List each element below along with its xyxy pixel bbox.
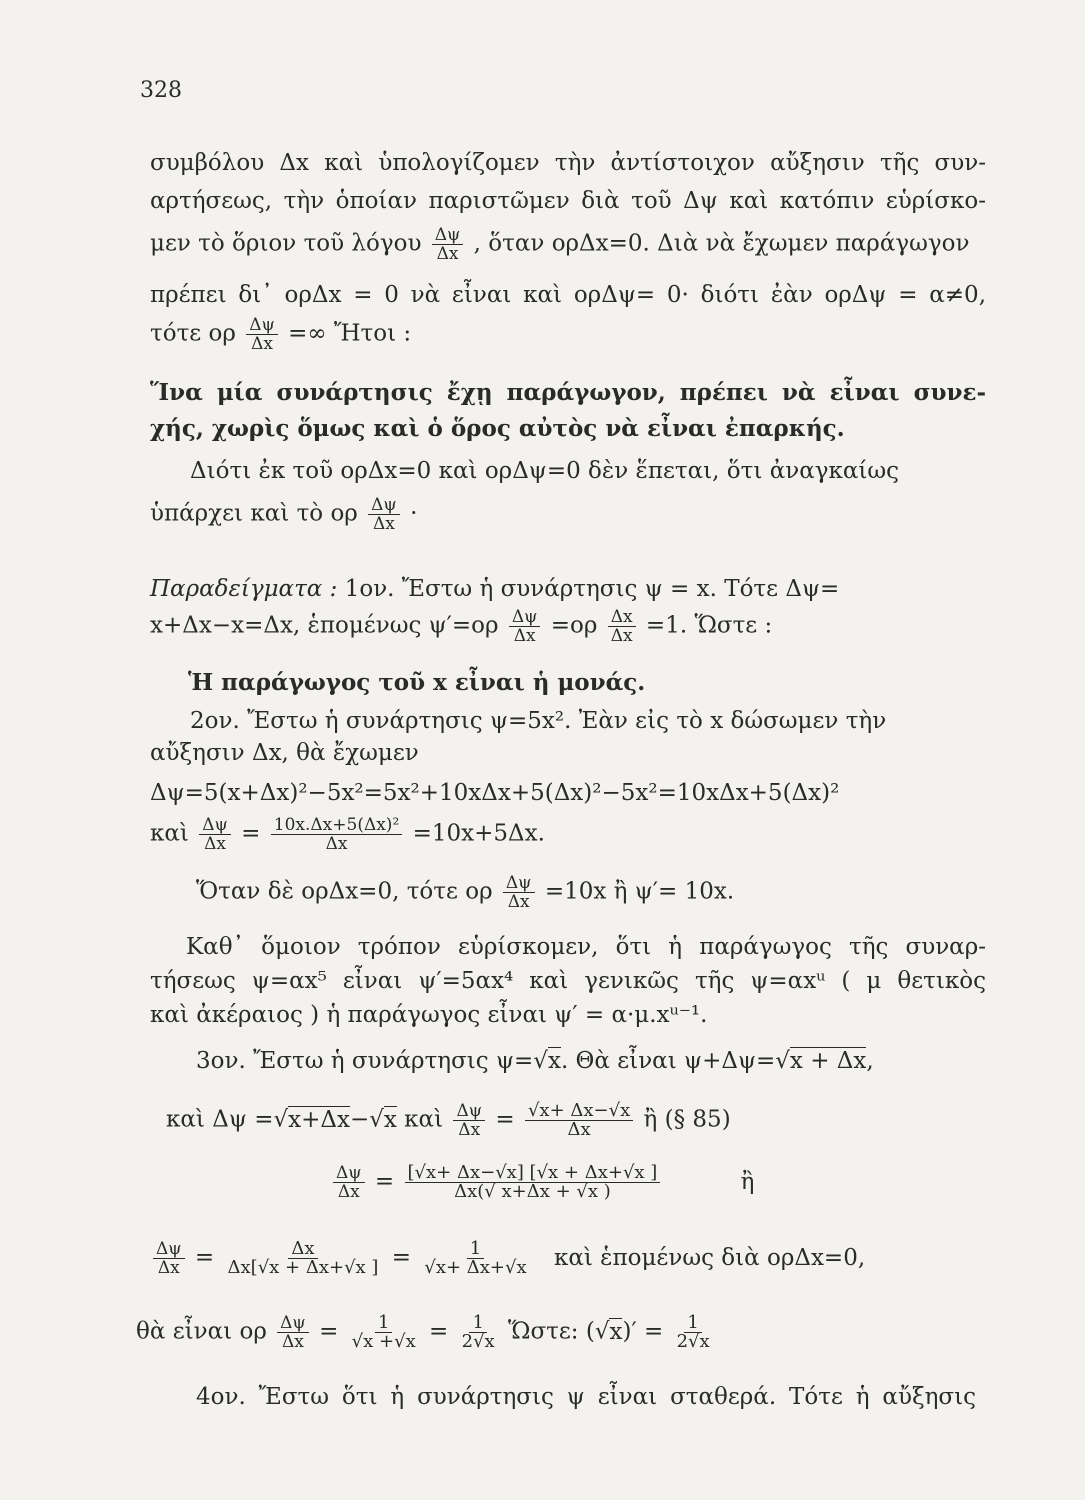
text-line-16: τήσεως ψ=αx⁵ εἶναι ψ′=5αx⁴ καὶ γενικῶς τῆς ψ=αxᵘ ( μ θετικὸς — [150, 968, 986, 994]
fraction-one-over-2rootx — [459, 1314, 498, 1351]
fraction-one-over-2rootx — [674, 1314, 713, 1351]
equation-line-21 — [150, 1240, 865, 1277]
denominator: Δx — [507, 892, 530, 912]
text-span: = — [429, 1318, 449, 1345]
denominator: Δx — [157, 1258, 180, 1278]
text-span: −√ — [349, 1106, 384, 1133]
fraction-root-quotient — [525, 1102, 633, 1139]
numerator: Δx — [288, 1240, 317, 1259]
text-line-7 — [150, 496, 417, 533]
text-line-1: συμβόλου Δx καὶ ὑπολογίζομεν τὴν ἀντίστοιχον αὔξησιν τῆς συν- — [150, 150, 986, 176]
fraction-rationalized — [405, 1164, 661, 1201]
numerator: Δψ — [368, 496, 400, 515]
numerator: Δψ — [333, 1164, 365, 1183]
radicand: x + Δx — [789, 1048, 867, 1074]
text-line-6: Διότι ἐκ τοῦ ορΔx=0 καὶ ορΔψ=0 δὲν ἕπεται, ὅτι ἀναγκαίως — [190, 458, 900, 484]
radicand: x — [383, 1106, 397, 1133]
fraction-dpsi-dx — [199, 816, 231, 853]
text-span: καὶ — [396, 1106, 444, 1133]
text-line-10: 2ον. Ἔστω ἡ συνάρτησις ψ=5x². Ἐὰν εἰς τὸ x δώσωμεν τὴν — [190, 708, 887, 734]
text-span: =ορ — [550, 612, 598, 639]
numerator: Δx — [608, 608, 636, 627]
text-span: 1ον. Ἔστω ἡ συνάρτησις ψ = x. Τότε Δψ= — [337, 576, 840, 602]
denominator: 2√x — [461, 1331, 495, 1352]
fraction-dpsi-dx — [368, 496, 400, 533]
denominator: Δx — [513, 626, 536, 646]
denominator: Δx — [567, 1119, 591, 1140]
text-line-2: αρτήσεως, τὴν ὁποίαν παριστῶμεν διὰ τοῦ Δψ καὶ κατόπιν εὑρίσκο- — [150, 188, 986, 214]
text-line-3 — [150, 226, 969, 263]
text-span: )′ = — [622, 1318, 664, 1345]
text-span: Ὅταν δὲ ορΔx=0, τότε ορ — [196, 878, 493, 905]
text-span: =1. Ὥστε : — [645, 612, 773, 639]
numerator: Δψ — [453, 1102, 485, 1121]
text-span: x+Δx−x=Δx, ἑπομένως ψ′=ορ — [150, 612, 499, 639]
numerator: Δψ — [503, 874, 535, 893]
text-span: = — [374, 1168, 395, 1195]
text-span: , ὅταν ορΔx=0. Διὰ νὰ ἔχωμεν παράγωγον — [473, 230, 970, 257]
denominator: Δx — [610, 626, 633, 646]
text-span: · — [410, 500, 418, 527]
theorem-line-1: Ἵνα μία συνάρτησις ἔχῃ παράγωγον, πρέπει νὰ εἶναι συνε- — [150, 379, 986, 406]
fraction-dpsi-dx — [246, 316, 278, 353]
numerator: 10x.Δx+5(Δx)² — [271, 816, 403, 835]
numerator: √x+ Δx−√x — [525, 1102, 633, 1121]
denominator: 2√x — [676, 1331, 710, 1352]
fraction-dpsi-dx — [453, 1102, 485, 1139]
text-span: , — [866, 1048, 874, 1074]
text-span: μεν τὸ ὅριον τοῦ λόγου — [150, 230, 422, 257]
text-line-14 — [196, 874, 734, 911]
text-line-15: Καθ᾽ ὅμοιον τρόπον εὑρίσκομεν, ὅτι ἡ παράγωγος τῆς συναρ- — [186, 934, 986, 960]
text-span: ἢ (§ 85) — [643, 1106, 731, 1133]
text-span: = — [241, 820, 261, 847]
fraction-dpsi-dx — [153, 1240, 185, 1277]
fraction-dx-over-sum — [225, 1240, 382, 1277]
text-span: Ὥστε: (√ — [508, 1318, 610, 1345]
text-span: τότε ορ — [150, 320, 236, 347]
text-line-5 — [150, 316, 411, 353]
denominator: Δx — [337, 1182, 360, 1202]
denominator: Δx — [373, 514, 395, 534]
fraction-dpsi-dx — [333, 1164, 365, 1201]
denominator: Δx — [204, 834, 226, 854]
numerator: 1 — [375, 1314, 392, 1333]
fraction-poly — [271, 816, 403, 853]
text-line-8 — [150, 574, 839, 604]
theorem-line-3: Ἡ παράγωγος τοῦ x εἶναι ἡ μονάς. — [188, 669, 646, 696]
denominator: Δx — [282, 1332, 304, 1352]
text-span: = — [495, 1106, 515, 1133]
numerator: Δψ — [153, 1240, 185, 1259]
radicand: x — [547, 1048, 561, 1074]
text-line-17: καὶ ἀκέραιος ) ἡ παράγωγος εἶναι ψ′ = α·μ.xᵘ⁻¹. — [150, 1002, 708, 1028]
radicand: x+Δx — [288, 1106, 350, 1133]
denominator: Δx — [251, 334, 273, 354]
text-span: = — [319, 1318, 339, 1345]
equation-line-12: Δψ=5(x+Δx)²−5x²=5x²+10xΔx+5(Δx)²−5x²=10xΔx+5(Δx)² — [150, 780, 840, 806]
denominator: Δx[√x + Δx+√x ] — [227, 1257, 379, 1278]
text-span: καὶ ἑπομένως διὰ ορΔx=0, — [553, 1244, 866, 1271]
text-span: θὰ εἶναι ορ — [136, 1318, 267, 1345]
denominator: Δx — [436, 244, 459, 264]
numerator: Δψ — [277, 1314, 309, 1333]
fraction-dpsi-dx — [277, 1314, 309, 1351]
numerator: Δψ — [199, 816, 231, 835]
denominator: √x +√x — [351, 1331, 416, 1352]
denominator: Δx(√ x+Δx + √x ) — [454, 1181, 611, 1202]
numerator: Δψ — [246, 316, 278, 335]
fraction-dpsi-dx — [509, 608, 541, 645]
text-span: ἢ — [740, 1168, 755, 1195]
equation-line-19 — [166, 1102, 731, 1139]
fraction-one-over-sum — [421, 1240, 529, 1277]
numerator: 1 — [469, 1314, 486, 1333]
text-span: =∞ Ἤτοι : — [288, 320, 412, 347]
text-span: = — [194, 1244, 215, 1271]
text-span: =10x ἢ ψ′= 10x. — [544, 878, 735, 905]
equation-line-22 — [136, 1314, 716, 1351]
numerator: Δψ — [432, 226, 464, 245]
fraction-dpsi-dx — [432, 226, 464, 263]
equation-line-20 — [330, 1164, 754, 1201]
fraction-dx-dx — [608, 608, 636, 645]
text-span: =10x+5Δx. — [412, 820, 545, 847]
numerator: [√x+ Δx−√x] [√x + Δx+√x ] — [405, 1164, 661, 1183]
page-number: 328 — [140, 78, 182, 103]
text-span: = — [391, 1244, 412, 1271]
denominator: √x+ Δx+√x — [424, 1257, 527, 1278]
text-span: 3ον. Ἔστω ἡ συνάρτησις ψ=√ — [196, 1048, 548, 1074]
text-span: ὑπάρχει καὶ τὸ ορ — [150, 500, 358, 527]
examples-heading: Παραδείγματα : — [150, 576, 338, 602]
numerator: 1 — [467, 1240, 484, 1259]
fraction-dpsi-dx — [503, 874, 535, 911]
text-line-23: 4ον. Ἔστω ὅτι ἡ συνάρτησις ψ εἶναι σταθερά. Τότε ἡ αὔξησις — [196, 1384, 976, 1410]
fraction-one-over-two-roots — [349, 1314, 419, 1351]
equation-line-13 — [150, 816, 545, 853]
denominator: Δx — [458, 1120, 481, 1140]
text-line-9 — [150, 608, 772, 645]
text-line-18 — [196, 1046, 874, 1076]
radicand: x — [609, 1318, 623, 1345]
denominator: Δx — [325, 834, 348, 854]
text-line-11: αὔξησιν Δx, θὰ ἔχωμεν — [150, 740, 419, 766]
text-span: . Θὰ εἶναι ψ+Δψ=√ — [560, 1048, 790, 1074]
numerator: Δψ — [509, 608, 541, 627]
text-span: καὶ Δψ =√ — [166, 1106, 289, 1133]
theorem-line-2: χής, χωρὶς ὅμως καὶ ὁ ὅρος αὐτὸς νὰ εἶναι ἐπαρκής. — [150, 415, 845, 442]
text-line-4: πρέπει δι᾽ ορΔx = 0 νὰ εἶναι καὶ ορΔψ= 0· διότι ἐὰν ορΔψ = α≠0, — [150, 282, 986, 308]
text-span: καὶ — [150, 820, 189, 847]
numerator: 1 — [684, 1314, 701, 1333]
